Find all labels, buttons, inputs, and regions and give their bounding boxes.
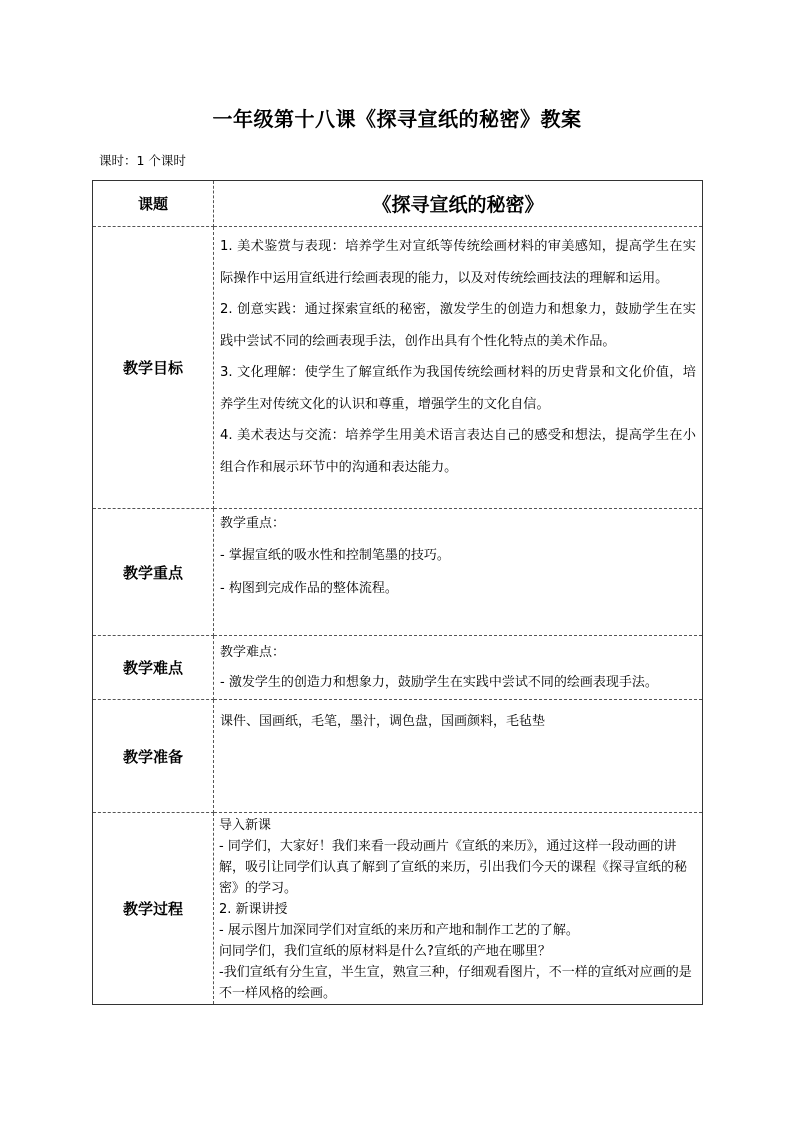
process-line: - 同学们，大家好！我们来看一段动画片《宣纸的来历》，通过这样一段动画的讲解，吸引让同学们认真了解到了宣纸的来历，引出我们今天的课程《探寻宣纸的秘密》的学习。 bbox=[219, 839, 688, 896]
row-objectives bbox=[93, 227, 703, 509]
objective-item: 4. 美术表达与交流：培养学生用美术语言表达自己的感受和想法，提高学生在小组合作和展示环节中的沟通和表达能力。 bbox=[220, 428, 696, 475]
process-content bbox=[214, 813, 703, 1005]
objective-item: 2. 创意实践：通过探索宣纸的秘密，激发学生的创造力和想象力，鼓励学生在实践中尝试不同的绘画表现手法，创作出具有个性化特点的美术作品。 bbox=[220, 302, 696, 349]
key-points-content bbox=[214, 509, 703, 636]
key-point-line: - 构图到完成作品的整体流程。 bbox=[220, 581, 398, 596]
process-line: -我们宣纸有分生宣，半生宣，熟宣三种，仔细观看图片，不一样的宣纸对应画的是不一样风格的绘画。 bbox=[219, 965, 692, 1001]
row-process bbox=[93, 813, 703, 1005]
difficulties-content bbox=[214, 636, 703, 700]
row-difficulties bbox=[93, 636, 703, 700]
key-point-line: 教学重点： bbox=[220, 516, 286, 531]
objective-item: 3. 文化理解：使学生了解宣纸作为我国传统绘画材料的历史背景和文化价值，培养学生对传统文化的认识和尊重，增强学生的文化自信。 bbox=[220, 365, 696, 412]
preparation-label: 教学准备 bbox=[93, 700, 214, 813]
topic-value: 《探寻宣纸的秘密》 bbox=[214, 181, 703, 227]
difficulty-line: - 激发学生的创造力和想象力，鼓励学生在实践中尝试不同的绘画表现手法。 bbox=[220, 675, 658, 690]
process-label: 教学过程 bbox=[93, 813, 214, 1005]
key-point-line: - 掌握宣纸的吸水性和控制笔墨的技巧。 bbox=[220, 548, 450, 563]
process-line: 问同学们，我们宣纸的原材料是什么?宣纸的产地在哪里？ bbox=[219, 944, 551, 959]
lesson-plan-table bbox=[92, 180, 703, 1005]
topic-label: 课题 bbox=[93, 181, 214, 227]
document-title: 一年级第十八课《探寻宣纸的秘密》教案 bbox=[212, 107, 582, 131]
key-points-label: 教学重点 bbox=[93, 509, 214, 636]
process-line: 导入新课 bbox=[219, 818, 272, 833]
preparation-content: 课件、国画纸，毛笔，墨汁，调色盘，国画颜料，毛毡垫 bbox=[214, 700, 703, 813]
row-topic bbox=[93, 181, 703, 227]
process-line: 2. 新课讲授 bbox=[219, 902, 288, 917]
row-preparation bbox=[93, 700, 703, 813]
objectives-content bbox=[214, 227, 703, 509]
class-hours: 课时：1 个课时 bbox=[99, 153, 186, 168]
objectives-label: 教学目标 bbox=[93, 227, 214, 509]
difficulty-line: 教学难点： bbox=[220, 645, 286, 660]
objective-item: 1. 美术鉴赏与表现：培养学生对宣纸等传统绘画材料的审美感知，提高学生在实际操作中运用宣纸进行绘画表现的能力，以及对传统绘画技法的理解和运用。 bbox=[220, 239, 696, 286]
difficulties-label: 教学难点 bbox=[93, 636, 214, 700]
row-key-points bbox=[93, 509, 703, 636]
process-line: - 展示图片加深同学们对宣纸的来历和产地和制作工艺的了解。 bbox=[219, 923, 579, 938]
